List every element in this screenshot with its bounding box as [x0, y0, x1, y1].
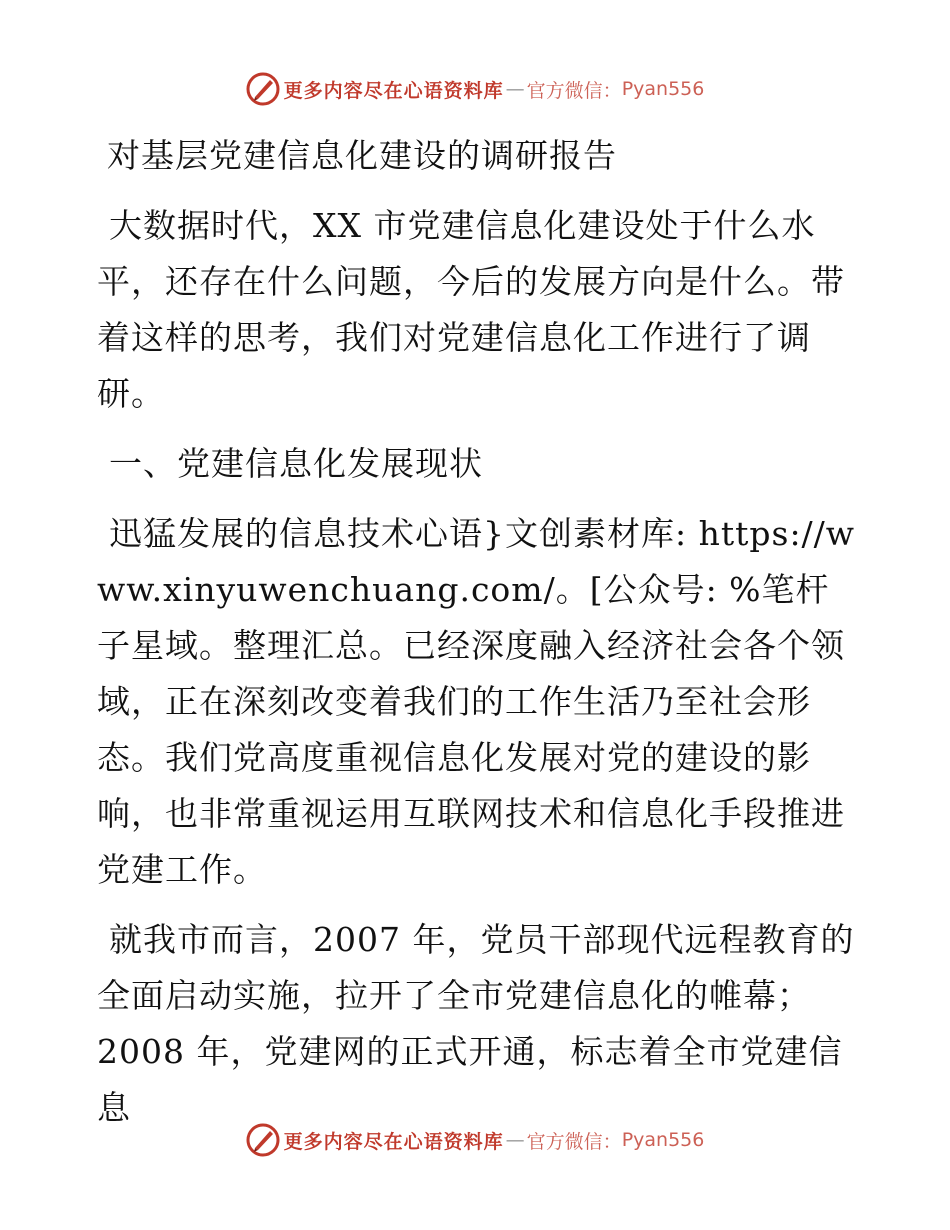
pen-logo-icon [246, 1123, 280, 1157]
watermark-brand: 更多内容尽在心语资料库 [283, 79, 504, 102]
body-paragraph: 迅猛发展的信息技术心语}文创素材库: https://www.xinyuwenchuang.com/。[公众号: %笔杆子星域。整理汇总。已经深度融入经济社会各个领域，正在深刻改变着我们的工作生活乃至社会形态。我们党高度重视信息化发展对党的建设的影响，也非常重视运用互联网技术和信息化手段推进党建工作。 [97, 514, 856, 889]
footer-watermark [0, 1123, 950, 1157]
watermark-handle: Pyan556 [621, 1129, 705, 1151]
watermark-handle: Pyan556 [621, 78, 705, 100]
intro-paragraph: 大数据时代，XX 市党建信息化建设处于什么水平，还存在什么问题，今后的发展方向是什么。带着这样的思考，我们对党建信息化工作进行了调研。 [97, 206, 845, 413]
watermark-sub: 官方微信： [526, 1130, 622, 1153]
section-heading: 一、党建信息化发展现状 [109, 444, 483, 483]
document-title: 对基层党建信息化建设的调研报告 [107, 136, 617, 175]
header-watermark [0, 72, 950, 106]
pen-logo-icon [246, 72, 280, 106]
watermark-sub: 官方微信： [526, 79, 622, 102]
watermark-separator: — [505, 78, 525, 100]
document-body [97, 120, 857, 1150]
body-paragraph: 就我市而言，2007 年，党员干部现代远程教育的全面启动实施，拉开了全市党建信息化的帷幕；2008 年，党建网的正式开通，标志着全市党建信息 [97, 920, 855, 1127]
watermark-separator: — [505, 1129, 525, 1151]
watermark-brand: 更多内容尽在心语资料库 [283, 1130, 504, 1153]
